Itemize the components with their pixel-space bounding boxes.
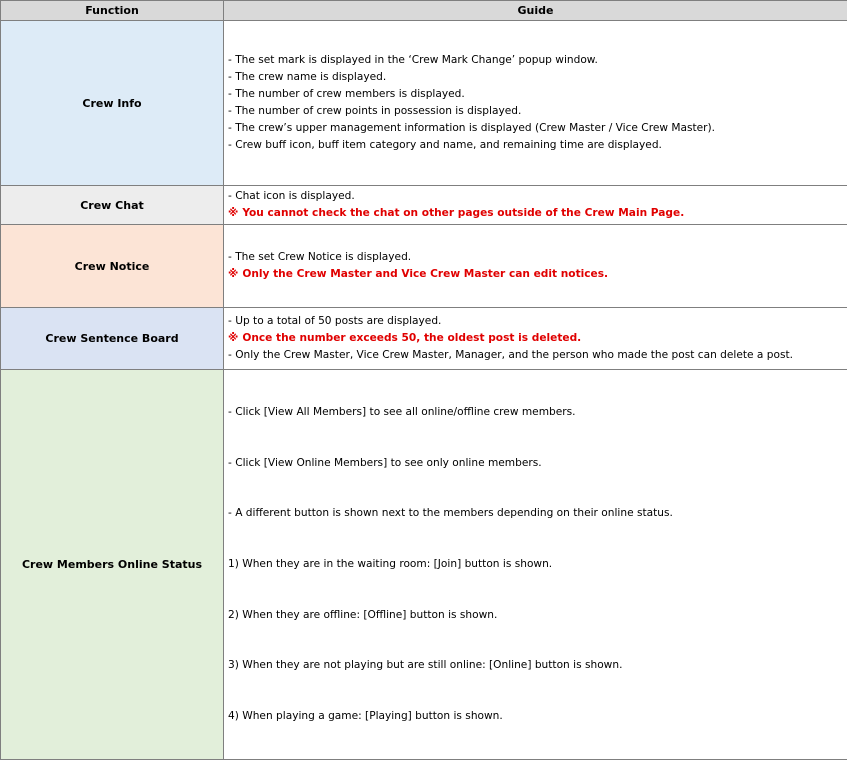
table-row: [1, 308, 847, 370]
guide-cell: [224, 225, 847, 308]
warning-note: [228, 330, 847, 347]
guide-line: - Crew buff icon, buff item category and name, and remaining time are displayed.: [228, 137, 847, 154]
guide-line: - Only the Crew Master, Vice Crew Master, Manager, and the person who made the post can delete a post.: [228, 347, 847, 364]
guide-line: - The number of crew points in possession is displayed.: [228, 103, 847, 120]
table-row: [1, 186, 847, 225]
guide-line: - Up to a total of 50 posts are displayed.: [228, 313, 847, 330]
guide-line: - The set Crew Notice is displayed.: [228, 249, 847, 266]
warning-text: Only the Crew Master and Vice Crew Master can edit notices.: [242, 268, 608, 280]
table-row: [1, 370, 847, 760]
reference-mark-icon: ※: [228, 332, 238, 344]
reference-mark-icon: ※: [228, 268, 238, 280]
guide-line: - Chat icon is displayed.: [228, 188, 847, 205]
guide-line: - Click [View All Members] to see all online/offline crew members.: [228, 404, 847, 421]
guide-line: - The crew name is displayed.: [228, 69, 847, 86]
table-row: [1, 225, 847, 308]
warning-text: You cannot check the chat on other pages outside of the Crew Main Page.: [242, 207, 684, 219]
guide-line: 1) When they are in the waiting room: [Join] button is shown.: [228, 556, 847, 573]
reference-mark-icon: ※: [228, 207, 238, 219]
guide-line: 3) When they are not playing but are still online: [Online] button is shown.: [228, 657, 847, 674]
guide-header: Guide: [224, 1, 847, 21]
guide-line: - The set mark is displayed in the ‘Crew Mark Change’ popup window.: [228, 52, 847, 69]
warning-text: Once the number exceeds 50, the oldest post is deleted.: [242, 332, 581, 344]
guide-line: - A different button is shown next to the members depending on their online status.: [228, 505, 847, 522]
guide-cell: [224, 308, 847, 370]
guide-line: - Click [View Online Members] to see only online members.: [228, 455, 847, 472]
table-row: [1, 21, 847, 186]
guide-cell: [224, 370, 847, 760]
guide-cell: [224, 21, 847, 186]
function-cell: Crew Chat: [1, 186, 224, 225]
guide-cell: [224, 186, 847, 225]
function-cell: Crew Notice: [1, 225, 224, 308]
header-row: [1, 1, 847, 21]
guide-line: 4) When playing a game: [Playing] button is shown.: [228, 708, 847, 725]
guide-line: - The crew’s upper management information is displayed (Crew Master / Vice Crew Master).: [228, 120, 847, 137]
warning-note: [228, 205, 847, 222]
guide-line: - The number of crew members is displayed.: [228, 86, 847, 103]
warning-note: [228, 266, 847, 283]
function-cell: Crew Members Online Status: [1, 370, 224, 760]
function-cell: Crew Sentence Board: [1, 308, 224, 370]
function-cell: Crew Info: [1, 21, 224, 186]
function-header: Function: [1, 1, 224, 21]
guide-line: 2) When they are offline: [Offline] button is shown.: [228, 607, 847, 624]
